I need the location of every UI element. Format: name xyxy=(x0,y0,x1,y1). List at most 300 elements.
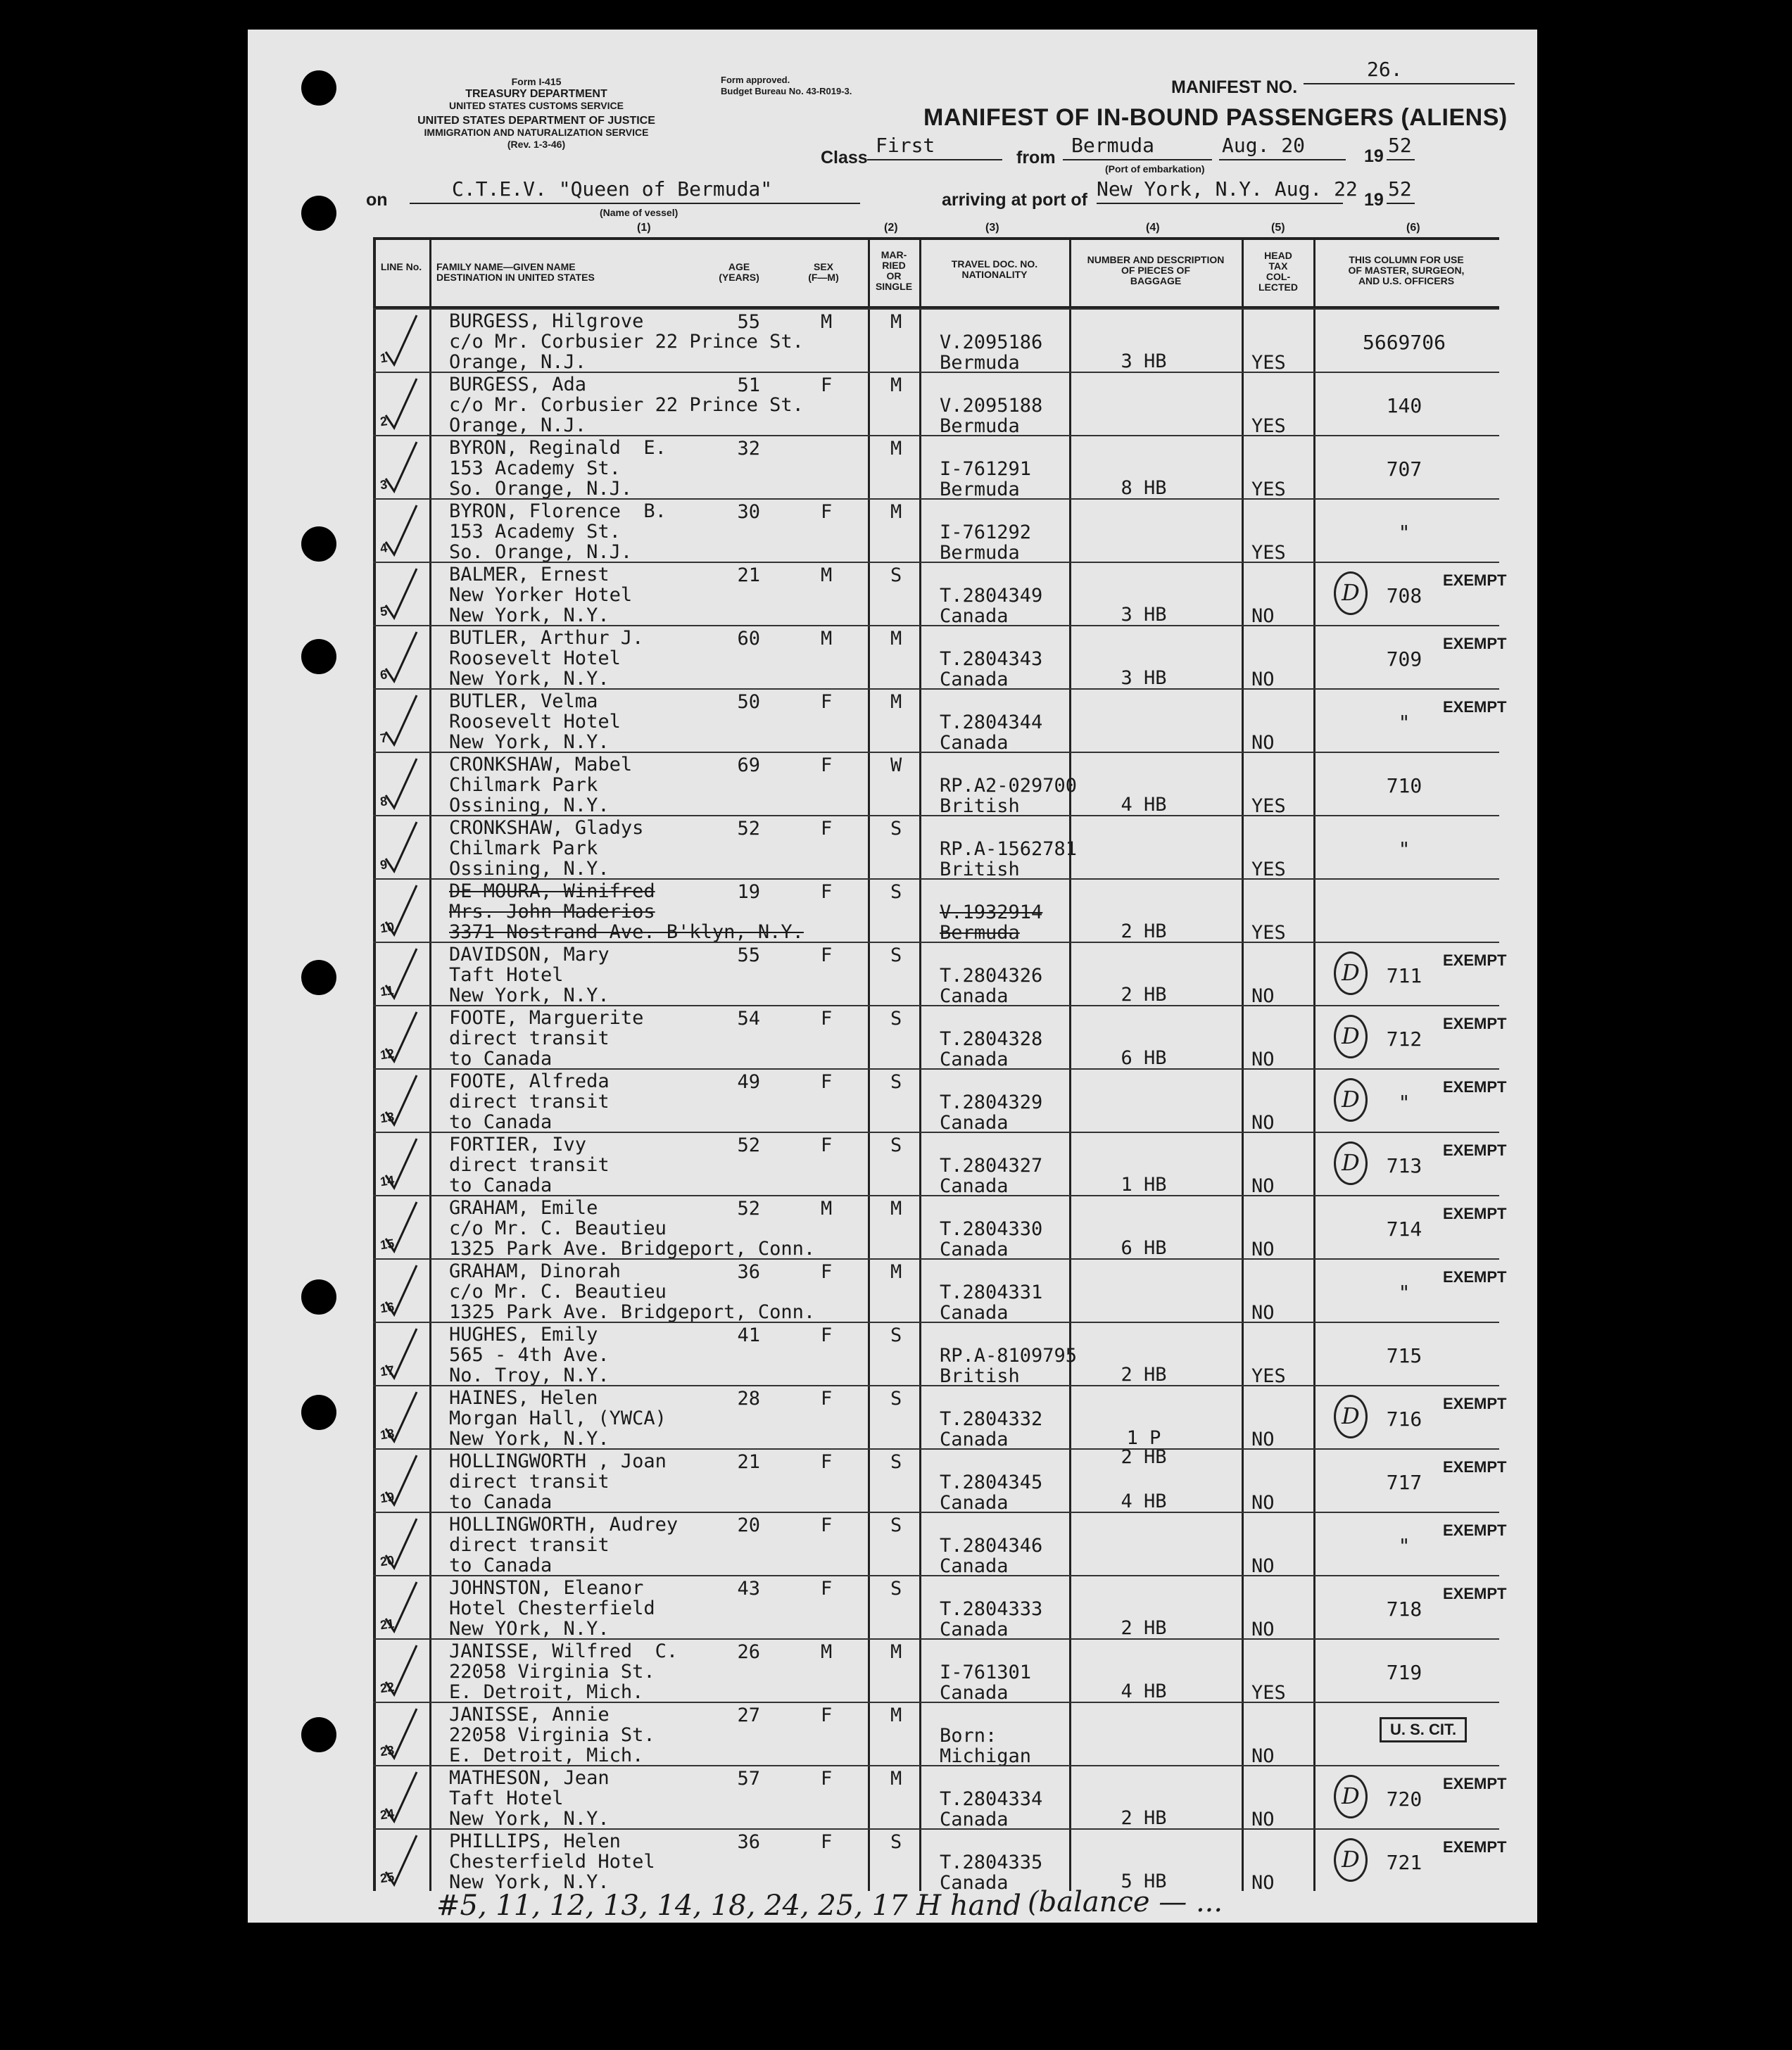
travel-document: V.1932914 Bermuda xyxy=(940,901,1043,944)
baggage-description: 6 HB xyxy=(1121,1047,1167,1069)
baggage-description: 2 HB xyxy=(1121,920,1167,942)
table-row xyxy=(373,1702,1499,1765)
table-row xyxy=(373,435,1499,498)
travel-document: T.2804332 Canada xyxy=(940,1408,1043,1450)
binder-hole xyxy=(301,960,336,995)
header-line-no: LINE No. xyxy=(380,261,422,272)
binder-hole xyxy=(301,526,336,562)
line-number: 13 xyxy=(379,1109,396,1126)
passenger-age: 41 xyxy=(737,1324,760,1346)
check-mark-icon xyxy=(373,310,429,373)
travel-document: T.2804343 Canada xyxy=(940,648,1043,690)
travel-document: T.2804329 Canada xyxy=(940,1092,1043,1134)
head-tax-collected: NO xyxy=(1251,1302,1275,1324)
passenger-name-destination: GRAHAM, Emile c/o Mr. C. Beautieu 1325 Park Ave. Bridgeport, Conn. xyxy=(449,1197,816,1260)
table-row xyxy=(373,688,1507,754)
passenger-sex: M xyxy=(821,311,833,333)
agency-customs: UNITED STATES CUSTOMS SERVICE xyxy=(449,100,624,111)
table-row xyxy=(373,1068,1507,1134)
passenger-name-destination: DAVIDSON, Mary Taft Hotel New York, N.Y. xyxy=(449,944,610,1006)
passenger-name-destination: FORTIER, Ivy direct transit to Canada xyxy=(449,1134,610,1196)
line-number: 20 xyxy=(379,1552,396,1569)
travel-document: T.2804333 Canada xyxy=(940,1598,1043,1640)
passenger-sex: F xyxy=(821,691,833,713)
head-tax-collected: NO xyxy=(1251,1809,1275,1830)
line-number: 16 xyxy=(379,1299,396,1316)
officer-number: 5669706 xyxy=(1362,331,1446,354)
check-mark-icon xyxy=(373,1640,429,1703)
table-row xyxy=(373,1448,1507,1514)
binder-hole xyxy=(301,196,336,231)
passenger-age: 50 xyxy=(737,691,760,713)
passenger-name-destination: CRONKSHAW, Gladys Chilmark Park Ossining, N.Y. xyxy=(449,817,644,880)
officer-number: 710 xyxy=(1386,774,1422,797)
head-tax-collected: NO xyxy=(1251,1872,1275,1894)
manifest-no-label: MANIFEST NO. xyxy=(1171,77,1298,97)
officer-number: 713 xyxy=(1386,1154,1422,1177)
line-number: 14 xyxy=(379,1172,396,1189)
travel-document: T.2804344 Canada xyxy=(940,711,1043,754)
check-mark-icon xyxy=(373,880,429,943)
class-label: Class xyxy=(821,148,868,167)
officer-number: 721 xyxy=(1386,1851,1422,1874)
passenger-marital-status: M xyxy=(890,501,902,523)
head-tax-collected: NO xyxy=(1251,1175,1275,1197)
officer-number: 720 xyxy=(1386,1788,1422,1811)
passenger-age: 51 xyxy=(737,374,760,396)
baggage-description: 4 HB xyxy=(1121,794,1167,816)
head-tax-collected: NO xyxy=(1251,1112,1275,1134)
table-row xyxy=(373,372,1499,435)
binder-hole xyxy=(301,639,336,674)
head-tax-collected: NO xyxy=(1251,1239,1275,1260)
line-number: 6 xyxy=(379,667,389,683)
passenger-marital-status: S xyxy=(890,944,902,966)
baggage-description: 2 HB xyxy=(1121,984,1167,1006)
passenger-sex: F xyxy=(821,1261,833,1283)
column-number-2: (2) xyxy=(884,222,898,234)
check-mark-icon xyxy=(373,816,429,880)
table-row xyxy=(373,752,1499,815)
passenger-sex: F xyxy=(821,1704,833,1726)
officer-number: " xyxy=(1398,1091,1411,1114)
officer-number: 709 xyxy=(1386,647,1422,671)
passenger-sex: F xyxy=(821,754,833,776)
passenger-marital-status: M xyxy=(890,1641,902,1663)
passenger-age: 55 xyxy=(737,944,760,966)
header-sex: SEX (F—M) xyxy=(808,261,839,283)
baggage-description: 4 HB xyxy=(1121,1681,1167,1702)
baggage-description: 4 HB xyxy=(1121,1491,1167,1512)
check-mark-icon xyxy=(373,626,429,690)
baggage-description: 5 HB xyxy=(1121,1871,1167,1892)
passenger-marital-status: S xyxy=(890,1578,902,1600)
passenger-name-destination: BUTLER, Velma Roosevelt Hotel New York, N.Y. xyxy=(449,690,621,753)
passenger-name-destination: PHILLIPS, Helen Chesterfield Hotel New York, N.Y. xyxy=(449,1830,655,1893)
officer-number: 716 xyxy=(1386,1407,1422,1431)
passenger-age: 57 xyxy=(737,1768,760,1790)
travel-document: T.2804349 Canada xyxy=(940,585,1043,627)
head-tax-collected: YES xyxy=(1251,542,1286,564)
page-title: MANIFEST OF IN-BOUND PASSENGERS (ALIENS) xyxy=(923,104,1508,131)
budget-bureau-line: Budget Bureau No. 43-R019-3. xyxy=(721,86,852,96)
year-prefix-1: 19 xyxy=(1364,146,1384,166)
passenger-sex: F xyxy=(821,1451,833,1473)
passenger-age: 52 xyxy=(737,818,760,840)
passenger-name-destination: BURGESS, Ada c/o Mr. Corbusier 22 Prince St. Orange, N.J. xyxy=(449,374,804,436)
footer-handwritten-note-balance: (balance — ... xyxy=(1028,1886,1223,1918)
line-number: 3 xyxy=(379,477,389,493)
check-mark-icon xyxy=(373,1133,429,1196)
passenger-age: 69 xyxy=(737,754,760,776)
exempt-stamp: EXEMPT xyxy=(1443,1078,1507,1096)
travel-document: T.2804326 Canada xyxy=(940,965,1043,1007)
officer-number: 711 xyxy=(1386,964,1422,987)
passenger-marital-status: M xyxy=(890,438,902,460)
travel-document: V.2095188 Bermuda xyxy=(940,395,1043,437)
check-mark-icon xyxy=(373,1513,429,1576)
officer-number: 707 xyxy=(1386,457,1422,481)
passenger-marital-status: S xyxy=(890,1008,902,1030)
exempt-stamp: EXEMPT xyxy=(1443,571,1507,589)
passenger-age: 36 xyxy=(737,1261,760,1283)
header-age: AGE (YEARS) xyxy=(719,261,759,283)
table-row xyxy=(373,815,1499,878)
passenger-sex: F xyxy=(821,1514,833,1536)
head-tax-collected: NO xyxy=(1251,1619,1275,1640)
passenger-marital-status: S xyxy=(890,1134,902,1156)
line-number: 5 xyxy=(379,604,389,619)
head-tax-collected: NO xyxy=(1251,732,1275,754)
check-mark-icon xyxy=(373,1386,429,1450)
header-married: MAR- RIED OR SINGLE xyxy=(875,249,913,292)
baggage-description: 3 HB xyxy=(1121,350,1167,372)
circled-d-mark: D xyxy=(1334,571,1368,615)
circled-d-mark: D xyxy=(1334,1775,1368,1818)
line-number: 10 xyxy=(379,919,396,936)
passenger-age: 19 xyxy=(737,881,760,903)
passenger-sex: M xyxy=(821,628,833,650)
form-number: Form I-415 xyxy=(511,76,562,87)
arriving-label: arriving at port of xyxy=(942,190,1087,210)
passenger-name-destination: HUGHES, Emily 565 - 4th Ave. No. Troy, N.Y. xyxy=(449,1324,610,1386)
officer-number: 712 xyxy=(1386,1027,1422,1051)
officer-number: " xyxy=(1398,1534,1411,1557)
travel-document: T.2804346 Canada xyxy=(940,1535,1043,1577)
officer-number: " xyxy=(1398,521,1411,544)
passenger-marital-status: S xyxy=(890,1071,902,1093)
binder-hole xyxy=(301,1279,336,1315)
passenger-sex: F xyxy=(821,1768,833,1790)
passenger-age: 30 xyxy=(737,501,760,523)
passenger-name-destination: HOLLINGWORTH , Joan direct transit to Canada xyxy=(449,1450,667,1513)
baggage-description: 6 HB xyxy=(1121,1237,1167,1259)
officer-number: " xyxy=(1398,711,1411,734)
check-mark-icon xyxy=(373,1070,429,1133)
passenger-marital-status: S xyxy=(890,1451,902,1473)
head-tax-collected: NO xyxy=(1251,1555,1275,1577)
passenger-name-destination: CRONKSHAW, Mabel Chilmark Park Ossining, N.Y. xyxy=(449,754,633,816)
officer-number: 719 xyxy=(1386,1661,1422,1684)
officer-number: 718 xyxy=(1386,1597,1422,1621)
passenger-sex: M xyxy=(821,1641,833,1663)
circled-d-mark: D xyxy=(1334,1015,1368,1058)
travel-document: RP.A-1562781 British xyxy=(940,838,1078,880)
header-officers: THIS COLUMN FOR USE OF MASTER, SURGEON, AND U.S. OFFICERS xyxy=(1348,254,1465,286)
officer-number: 715 xyxy=(1386,1344,1422,1367)
exempt-stamp: EXEMPT xyxy=(1443,951,1507,969)
departure-date-field: Aug. 20 xyxy=(1219,135,1346,160)
check-mark-icon xyxy=(373,563,429,626)
passenger-name-destination: BURGESS, Hilgrove c/o Mr. Corbusier 22 Prince St. Orange, N.J. xyxy=(449,310,804,373)
officer-number: 140 xyxy=(1386,394,1422,417)
table-row xyxy=(373,1132,1507,1197)
passenger-sex: F xyxy=(821,1831,833,1853)
passenger-age: 54 xyxy=(737,1008,760,1030)
passenger-sex: F xyxy=(821,1388,833,1410)
line-number: 8 xyxy=(379,794,389,809)
travel-document: T.2804328 Canada xyxy=(940,1028,1043,1070)
from-label: from xyxy=(1016,148,1056,167)
check-mark-icon xyxy=(373,1260,429,1323)
baggage-description: 2 HB xyxy=(1121,1364,1167,1386)
passenger-sex: M xyxy=(821,1198,833,1220)
passenger-age: 52 xyxy=(737,1134,760,1156)
passenger-marital-status: S xyxy=(890,881,902,903)
passenger-marital-status: S xyxy=(890,1514,902,1536)
line-number: 2 xyxy=(379,414,389,429)
circled-d-mark: D xyxy=(1334,1395,1368,1438)
passenger-marital-status: M xyxy=(890,628,902,650)
officer-number: " xyxy=(1398,1281,1411,1304)
passenger-sex: F xyxy=(821,881,833,903)
head-tax-collected: YES xyxy=(1251,415,1286,437)
exempt-stamp: EXEMPT xyxy=(1443,1205,1507,1222)
column-number-5: (5) xyxy=(1271,222,1285,234)
travel-document: I-761292 Bermuda xyxy=(940,521,1032,564)
passenger-age: 32 xyxy=(737,438,760,460)
passenger-sex: F xyxy=(821,501,833,523)
agency-ins: IMMIGRATION AND NATURALIZATION SERVICE xyxy=(424,127,649,138)
passenger-marital-status: S xyxy=(890,1831,902,1853)
officer-number: " xyxy=(1398,837,1411,861)
exempt-stamp: EXEMPT xyxy=(1443,698,1507,716)
head-tax-collected: NO xyxy=(1251,985,1275,1007)
exempt-stamp: EXEMPT xyxy=(1443,1838,1507,1856)
exempt-stamp: EXEMPT xyxy=(1443,1521,1507,1539)
passenger-name-destination: JANISSE, Annie 22058 Virginia St. E. Detroit, Mich. xyxy=(449,1704,655,1766)
line-number: 22 xyxy=(379,1679,396,1696)
header-head-tax: HEAD TAX COL- LECTED xyxy=(1258,250,1298,293)
check-mark-icon xyxy=(373,690,429,753)
passenger-sex: F xyxy=(821,1324,833,1346)
circled-d-mark: D xyxy=(1334,1141,1368,1185)
approved-line: Form approved. xyxy=(721,75,790,85)
exempt-stamp: EXEMPT xyxy=(1443,1458,1507,1476)
travel-document: RP.A2-029700 British xyxy=(940,775,1078,817)
passenger-sex: F xyxy=(821,1578,833,1600)
from-field: Bermuda xyxy=(1063,135,1212,160)
check-mark-icon xyxy=(373,1830,429,1893)
passenger-sex: F xyxy=(821,818,833,840)
check-mark-icon xyxy=(373,1323,429,1386)
passenger-name-destination: FOOTE, Marguerite direct transit to Canada xyxy=(449,1007,644,1070)
passenger-marital-status: M xyxy=(890,1198,902,1220)
us-citizen-stamp: U. S. CIT. xyxy=(1380,1717,1467,1742)
line-number: 7 xyxy=(379,730,389,746)
column-number-4: (4) xyxy=(1146,222,1160,234)
table-row xyxy=(373,1638,1499,1702)
head-tax-collected: YES xyxy=(1251,795,1286,817)
binder-hole xyxy=(301,1717,336,1752)
table-row xyxy=(373,1005,1507,1070)
header-name-destination: FAMILY NAME—GIVEN NAME DESTINATION IN UNITED STATES xyxy=(436,261,595,283)
line-number: 21 xyxy=(379,1616,396,1633)
table-row xyxy=(373,1828,1507,1894)
table-row xyxy=(373,1575,1507,1640)
line-number: 4 xyxy=(379,540,389,556)
check-mark-icon xyxy=(373,373,429,436)
line-number: 15 xyxy=(379,1236,396,1253)
year-field-1: 52 xyxy=(1387,135,1415,160)
exempt-stamp: EXEMPT xyxy=(1443,1268,1507,1286)
passenger-name-destination: JANISSE, Wilfred C. 22058 Virginia St. E. Detroit, Mich. xyxy=(449,1640,679,1703)
travel-document: Born: Michigan xyxy=(940,1725,1032,1767)
passenger-age: 28 xyxy=(737,1388,760,1410)
head-tax-collected: YES xyxy=(1251,922,1286,944)
baggage-description: 3 HB xyxy=(1121,604,1167,626)
check-mark-icon xyxy=(373,943,429,1006)
passenger-sex: F xyxy=(821,1008,833,1030)
binder-hole xyxy=(301,70,336,106)
agency-treasury: TREASURY DEPARTMENT xyxy=(465,88,607,100)
passenger-sex: F xyxy=(821,944,833,966)
head-tax-collected: YES xyxy=(1251,352,1286,374)
travel-document: I-761291 Bermuda xyxy=(940,458,1032,500)
travel-document: T.2804335 Canada xyxy=(940,1852,1043,1894)
line-number: 25 xyxy=(379,1869,396,1886)
head-tax-collected: NO xyxy=(1251,1429,1275,1450)
line-number: 18 xyxy=(379,1426,396,1443)
baggage-description: 2 HB xyxy=(1121,1807,1167,1829)
header-travel-doc: TRAVEL DOC. NO. NATIONALITY xyxy=(951,258,1038,280)
head-tax-collected: YES xyxy=(1251,1682,1286,1704)
baggage-description: 2 HB xyxy=(1121,1617,1167,1639)
exempt-stamp: EXEMPT xyxy=(1443,1015,1507,1032)
line-number: 17 xyxy=(379,1362,396,1379)
travel-document: I-761301 Canada xyxy=(940,1662,1032,1704)
passenger-marital-status: S xyxy=(890,564,902,586)
column-number-3: (3) xyxy=(985,222,999,234)
travel-document: RP.A-8109795 British xyxy=(940,1345,1078,1387)
passenger-marital-status: S xyxy=(890,1388,902,1410)
passenger-marital-status: M xyxy=(890,1261,902,1283)
passenger-name-destination: FOOTE, Alfreda direct transit to Canada xyxy=(449,1070,610,1133)
check-mark-icon xyxy=(373,436,429,500)
approval-block xyxy=(721,75,932,97)
head-tax-collected: YES xyxy=(1251,859,1286,880)
circled-d-mark: D xyxy=(1334,1838,1368,1882)
exempt-stamp: EXEMPT xyxy=(1443,635,1507,652)
passenger-marital-status: S xyxy=(890,818,902,840)
on-label: on xyxy=(366,190,388,210)
travel-document: T.2804327 Canada xyxy=(940,1155,1043,1197)
check-mark-icon xyxy=(373,753,429,816)
class-field: First xyxy=(867,135,1002,160)
passenger-age: 55 xyxy=(737,311,760,333)
passenger-marital-status: M xyxy=(890,311,902,333)
line-number: 11 xyxy=(379,982,395,999)
passenger-age: 49 xyxy=(737,1071,760,1093)
officer-number: 717 xyxy=(1386,1471,1422,1494)
header-baggage: NUMBER AND DESCRIPTION OF PIECES OF BAGGAGE xyxy=(1087,254,1225,286)
table-row xyxy=(373,498,1499,562)
passenger-name-destination: BYRON, Florence B. 153 Academy St. So. Orange, N.J. xyxy=(449,500,667,563)
passenger-marital-status: M xyxy=(890,1704,902,1726)
check-mark-icon xyxy=(373,500,429,563)
check-mark-icon xyxy=(373,1006,429,1070)
line-number: 24 xyxy=(379,1806,396,1823)
table-row xyxy=(373,878,1499,942)
table-row xyxy=(373,308,1499,372)
line-number: 12 xyxy=(379,1046,396,1063)
passenger-marital-status: M xyxy=(890,1768,902,1790)
column-number-1: (1) xyxy=(637,222,651,234)
table-row xyxy=(373,1322,1499,1385)
binder-hole xyxy=(301,1395,336,1430)
baggage-description: 1 HB xyxy=(1121,1174,1167,1196)
passenger-sex: F xyxy=(821,1071,833,1093)
check-mark-icon xyxy=(373,1703,429,1766)
head-tax-collected: NO xyxy=(1251,669,1275,690)
manifest-no-field: 26. xyxy=(1304,59,1515,84)
check-mark-icon xyxy=(373,1450,429,1513)
passenger-age: 27 xyxy=(737,1704,760,1726)
baggage-description: 8 HB xyxy=(1121,477,1167,499)
passenger-sex: F xyxy=(821,1134,833,1156)
passenger-age: 43 xyxy=(737,1578,760,1600)
passenger-age: 52 xyxy=(737,1198,760,1220)
line-number: 1 xyxy=(379,350,389,366)
form-revision: (Rev. 1-3-46) xyxy=(507,139,566,150)
baggage-description: 3 HB xyxy=(1121,667,1167,689)
passenger-name-destination: HOLLINGWORTH, Audrey direct transit to Canada xyxy=(449,1514,679,1576)
passenger-name-destination: HAINES, Helen Morgan Hall, (YWCA) New York, N.Y. xyxy=(449,1387,667,1450)
passenger-name-destination: DE MOURA, Winifred Mrs. John Maderios 3371 Nostrand Ave. B'klyn, N.Y. xyxy=(449,880,804,943)
passenger-name-destination: GRAHAM, Dinorah c/o Mr. C. Beautieu 1325 Park Ave. Bridgeport, Conn. xyxy=(449,1260,816,1323)
passenger-marital-status: W xyxy=(890,754,902,776)
passenger-name-destination: BYRON, Reginald E. 153 Academy St. So. Orange, N.J. xyxy=(449,437,667,500)
passenger-age: 21 xyxy=(737,1451,760,1473)
passenger-age: 21 xyxy=(737,564,760,586)
passenger-name-destination: MATHESON, Jean Taft Hotel New York, N.Y. xyxy=(449,1767,610,1830)
table-row xyxy=(373,1258,1507,1324)
vessel-field: C.T.E.V. "Queen of Bermuda" xyxy=(410,179,860,204)
travel-document: T.2804331 Canada xyxy=(940,1282,1043,1324)
travel-document: T.2804334 Canada xyxy=(940,1788,1043,1830)
passenger-marital-status: S xyxy=(890,1324,902,1346)
line-number: 23 xyxy=(379,1742,396,1759)
circled-d-mark: D xyxy=(1334,951,1368,995)
passenger-name-destination: BUTLER, Arthur J. Roosevelt Hotel New York, N.Y. xyxy=(449,627,644,690)
travel-document: V.2095186 Bermuda xyxy=(940,331,1043,374)
line-number: 9 xyxy=(379,857,389,873)
passenger-sex: F xyxy=(821,374,833,396)
passenger-marital-status: M xyxy=(890,374,902,396)
table-row xyxy=(373,1765,1507,1830)
head-tax-collected: NO xyxy=(1251,1745,1275,1767)
port-embarkation-caption: (Port of embarkation) xyxy=(1105,163,1205,175)
